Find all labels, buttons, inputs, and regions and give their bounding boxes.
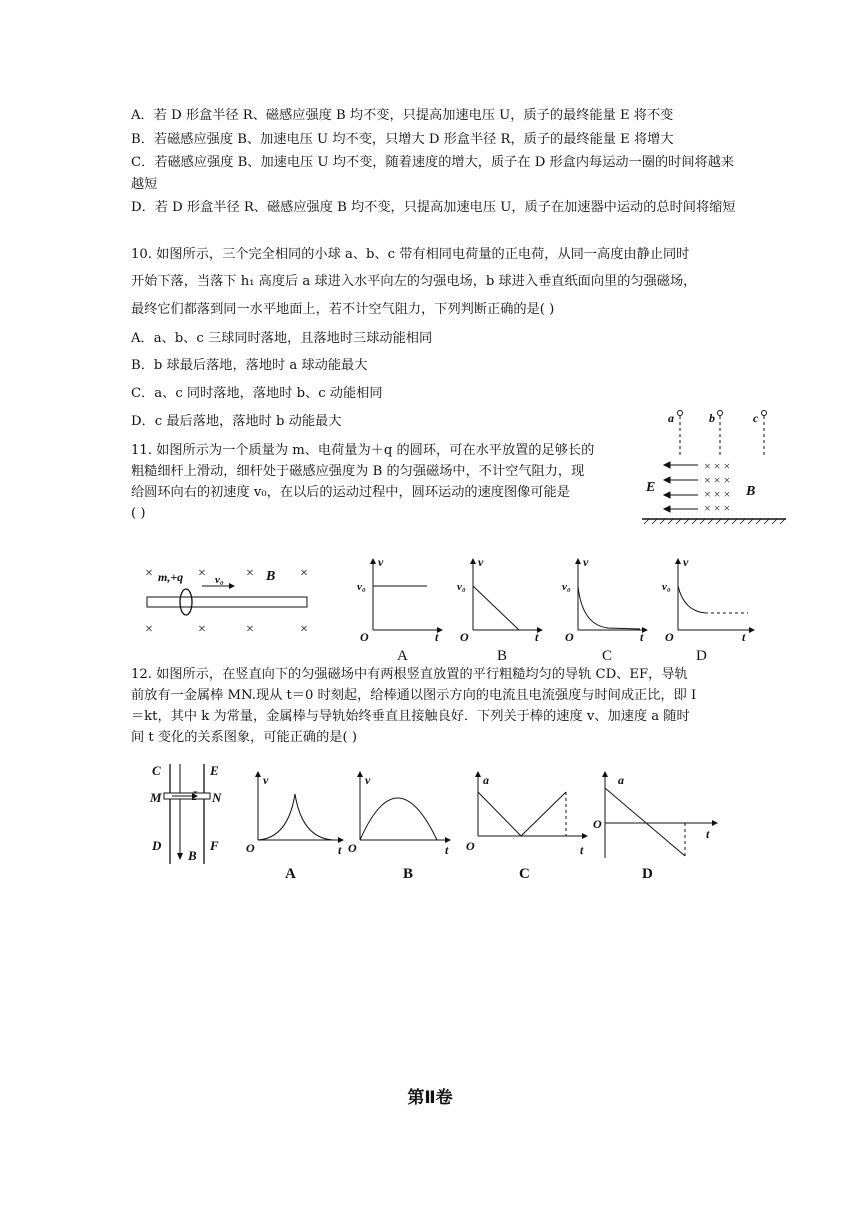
q11-stem-line2: 粗糙细杆上滑动，细杆处于磁感应强度为 B 的匀强磁场中，不计空气阻力，现 xyxy=(131,464,585,479)
svg-text:×: × xyxy=(246,566,254,581)
svg-text:× × ×: × × × xyxy=(704,501,731,515)
svg-text:v: v xyxy=(583,555,589,569)
part-ii-title: 第Ⅱ卷 xyxy=(407,1088,453,1108)
svg-text:E: E xyxy=(210,763,219,778)
q11-b-label: B xyxy=(266,569,276,584)
svg-text:v₀: v₀ xyxy=(357,581,366,593)
q12-graph-a xyxy=(243,768,348,883)
q11-stem-line4: ( ) xyxy=(131,506,146,521)
q12-option-c-label: C xyxy=(519,866,530,882)
q10-e-label: E xyxy=(646,480,656,495)
q10-option-c: C．a、c 同时落地，落地时 b、c 动能相同 xyxy=(131,386,383,401)
svg-text:N: N xyxy=(212,790,222,805)
q9-option-a: A．若 D 形盒半径 R、磁感应强度 B 均不变，只提高加速电压 U，质子的最终能量 E 将不变 xyxy=(131,108,674,123)
svg-text:t: t xyxy=(706,827,710,841)
svg-text:v₀: v₀ xyxy=(457,581,466,593)
svg-text:M: M xyxy=(150,790,162,805)
q12-stem-line2: 前放有一金属棒 MN.现从 t＝0 时刻起，给棒通以图示方向的电流且电流强度与时间成正比，即 I xyxy=(131,688,697,703)
q11-option-b-label: B xyxy=(497,648,508,664)
svg-text:B: B xyxy=(188,848,197,863)
svg-text:t: t xyxy=(535,630,539,644)
svg-text:t: t xyxy=(580,843,584,857)
svg-text:O: O xyxy=(593,817,602,831)
q10-ball-b-label: b xyxy=(709,411,715,425)
q12-stem-line1: 12. 如图所示，在竖直向下的匀强磁场中有两根竖直放置的平行粗糙均匀的导轨 CD、EF，导轨 xyxy=(131,667,688,682)
q10-figure xyxy=(636,405,796,525)
svg-text:t: t xyxy=(435,630,439,644)
svg-text:×: × xyxy=(198,622,206,637)
q11-stem-line3: 给圆环向右的初速度 v₀，在以后的运动过程中，圆环运动的速度图像可能是 xyxy=(131,485,570,500)
q12-rail-figure xyxy=(148,760,243,870)
q10-option-b: B．b 球最后落地，落地时 a 球动能最大 xyxy=(131,358,368,373)
svg-text:v: v xyxy=(478,555,484,569)
q9-option-c-line2: 越短 xyxy=(131,177,158,192)
svg-text:t: t xyxy=(338,843,342,857)
svg-text:O: O xyxy=(246,841,255,855)
q10-b-label: B xyxy=(746,484,756,499)
q11-mq-label: m,+q xyxy=(158,570,184,584)
svg-text:×: × xyxy=(145,566,153,581)
svg-text:t: t xyxy=(445,843,449,857)
svg-text:a: a xyxy=(618,773,624,787)
svg-text:a: a xyxy=(483,773,489,787)
q11-graph-c xyxy=(560,555,650,665)
svg-text:O: O xyxy=(348,841,357,855)
q9-option-b: B．若磁感应强度 B、加速电压 U 均不变，只增大 D 形盒半径 R，质子的最终能量 E 将增大 xyxy=(131,132,674,147)
svg-text:v₀: v₀ xyxy=(662,581,671,593)
q12-stem-line3: ＝kt，其中 k 为常量，金属棒与导轨始终垂直且接触良好．下列关于棒的速度 v、加速度 a 随时 xyxy=(131,709,690,724)
q12-graph-d xyxy=(590,768,725,883)
q11-option-d-label: D xyxy=(696,648,707,664)
q11-graph-b xyxy=(455,555,545,665)
q10-option-d: D．c 最后落地，落地时 b 动能最大 xyxy=(131,414,342,429)
q10-ball-a-label: a xyxy=(668,411,674,425)
svg-text:v: v xyxy=(378,555,384,569)
q10-stem-line1: 10. 如图所示，三个完全相同的小球 a、b、c 带有相同电荷量的正电荷，从同一高度由静止同时 xyxy=(131,247,690,262)
svg-text:t: t xyxy=(742,630,746,644)
svg-text:v: v xyxy=(683,555,689,569)
svg-text:O: O xyxy=(460,630,469,644)
q10-ball-c-label: c xyxy=(753,411,759,425)
svg-text:O: O xyxy=(466,839,475,853)
svg-text:×: × xyxy=(300,566,308,581)
q12-stem-line4: 间 t 变化的关系图象，可能正确的是( ) xyxy=(131,730,357,745)
q11-graph-a xyxy=(355,555,445,665)
q9-option-d: D．若 D 形盒半径 R、磁感应强度 B 均不变，只提高加速电压 U，质子在加速器中运动的总时间将缩短 xyxy=(131,200,736,215)
svg-text:v: v xyxy=(365,773,371,787)
q12-option-d-label: D xyxy=(642,866,653,882)
q10-option-a: A．a、b、c 三球同时落地，且落地时三球动能相同 xyxy=(131,331,433,346)
svg-text:O: O xyxy=(665,630,674,644)
svg-text:C: C xyxy=(152,763,161,778)
svg-text:D: D xyxy=(152,838,162,853)
svg-text:v: v xyxy=(263,773,269,787)
svg-text:O: O xyxy=(360,630,369,644)
q9-option-c-line1: C．若磁感应强度 B、加速电压 U 均不变，随着速度的增大，质子在 D 形盒内每运动一圈的时间将越来 xyxy=(131,155,735,170)
q11-v0-label: v₀ xyxy=(215,574,224,586)
q11-graph-d xyxy=(660,555,760,665)
svg-text:F: F xyxy=(210,838,219,853)
svg-text:× × ×: × × × xyxy=(704,459,731,473)
q10-stem-line2: 开始下落，当落下 h₁ 高度后 a 球进入水平向左的匀强电场，b 球进入垂直纸面向里的匀强磁场， xyxy=(131,274,697,289)
svg-text:×: × xyxy=(246,622,254,637)
svg-text:×: × xyxy=(198,566,206,581)
svg-text:×: × xyxy=(300,622,308,637)
q11-option-c-label: C xyxy=(602,648,613,664)
svg-text:t: t xyxy=(640,630,644,644)
q11-stem-line1: 11. 如图所示为一个质量为 m、电荷量为＋q 的圆环，可在水平放置的足够长的 xyxy=(131,443,595,458)
q10-stem-line3: 最终它们都落到同一水平地面上，若不计空气阻力，下列判断正确的是( ) xyxy=(131,302,555,317)
q12-option-b-label: B xyxy=(403,866,414,882)
svg-text:× × ×: × × × xyxy=(704,473,731,487)
svg-text:×: × xyxy=(145,622,153,637)
q12-option-a-label: A xyxy=(285,866,296,882)
svg-text:O: O xyxy=(565,630,574,644)
svg-text:× × ×: × × × xyxy=(704,487,731,501)
q11-ring-figure xyxy=(140,555,340,645)
svg-text:v₀: v₀ xyxy=(562,581,571,593)
q12-graph-c xyxy=(463,768,593,883)
q11-option-a-label: A xyxy=(397,648,408,664)
q12-graph-b xyxy=(345,768,455,883)
